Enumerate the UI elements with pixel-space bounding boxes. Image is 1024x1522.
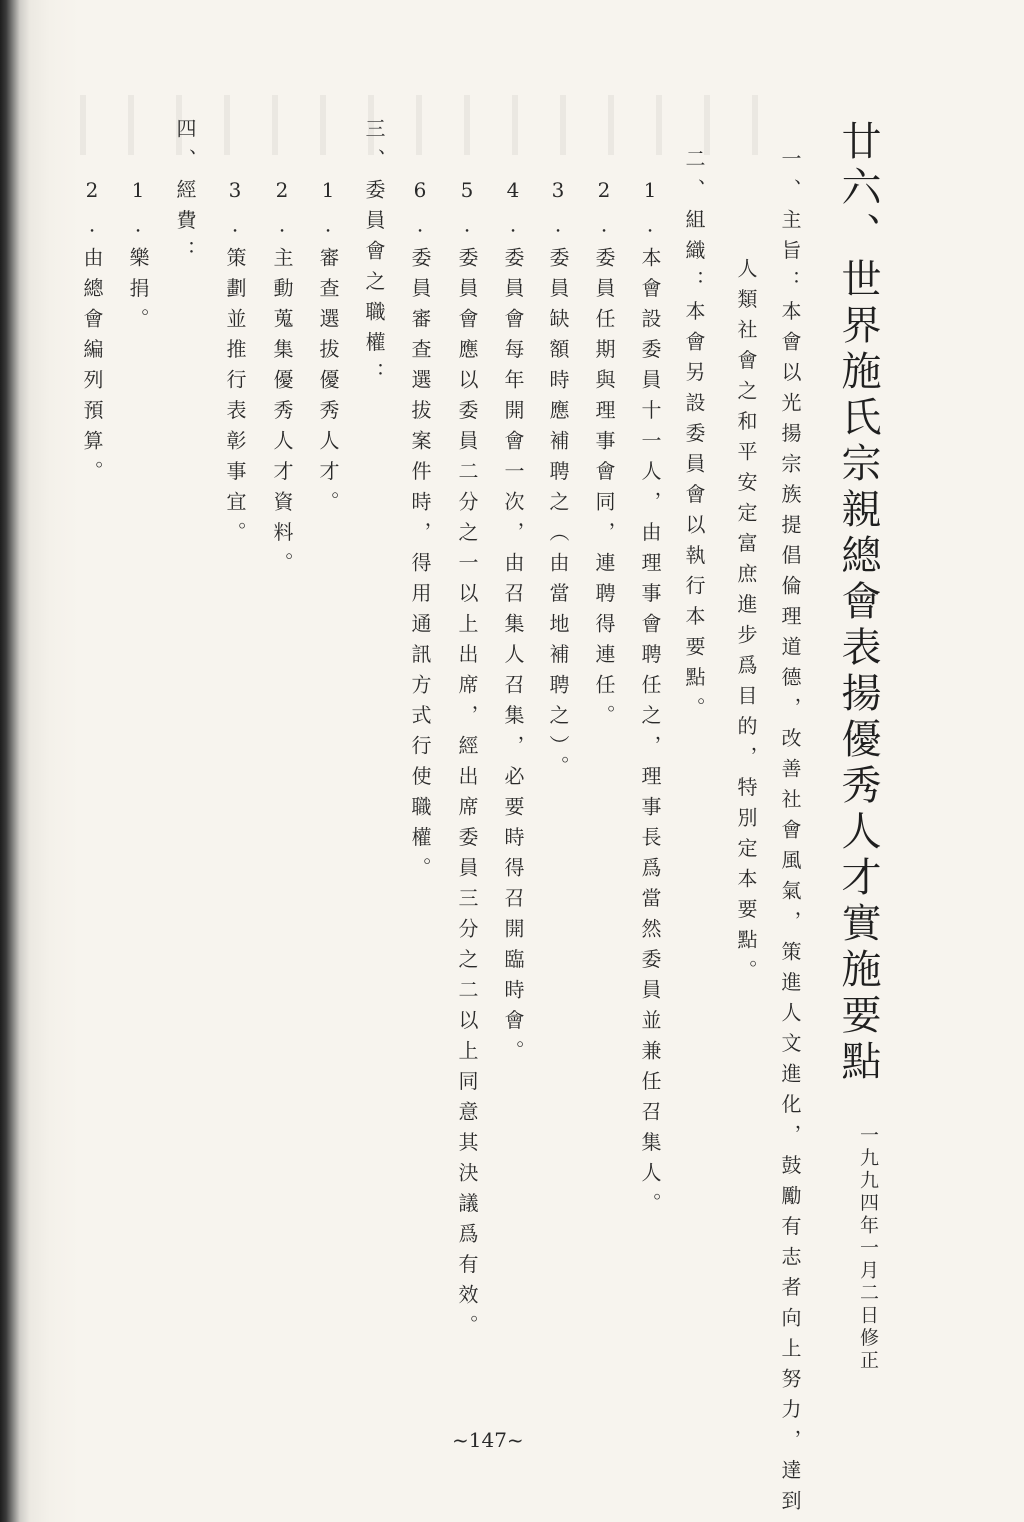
text-column-3: 二、組織：本會另設委員會以執行本要點。 — [682, 148, 706, 728]
text-column-14: 四、經費： — [173, 118, 197, 271]
document-title: 廿六、世界施氏宗親總會表揚優秀人才實施要點 — [835, 120, 881, 1086]
text-column-6: 3.委員缺額時應補聘之（由當地補聘之）。 — [546, 178, 570, 786]
text-column-5: 2.委員任期與理事會同，連聘得連任。 — [592, 178, 616, 735]
text-column-16: 2.由總會編列預算。 — [80, 178, 104, 491]
page-number: ~147~ — [452, 1428, 524, 1452]
text-column-4: 1.本會設委員十一人，由理事會聘任之，理事長爲當然委員並兼任召集人。 — [638, 178, 662, 1223]
text-column-13: 3.策劃並推行表彰事宜。 — [223, 178, 247, 552]
text-column-9: 6.委員審查選拔案件時，得用通訊方式行使職權。 — [408, 178, 432, 888]
revision-date: 一九九四年一月二日修正 — [857, 1125, 879, 1373]
text-column-7: 4.委員會每年開會一次，由召集人召集，必要時得召開臨時會。 — [501, 178, 525, 1071]
text-column-12: 2.主動蒐集優秀人才資料。 — [270, 178, 294, 583]
text-column-8: 5.委員會應以委員二分之一以上出席，經出席委員三分之二以上同意其決議爲有效。 — [455, 178, 479, 1345]
text-column-10: 三、委員會之職權： — [362, 118, 386, 393]
text-column-11: 1.審查選拔優秀人才。 — [316, 178, 340, 522]
text-column-1: 一、主旨：本會以光揚宗族提倡倫理道德，改善社會風氣，策進人文進化，鼓勵有志者向上努力，達到 — [778, 148, 802, 1521]
text-column-15: 1.樂捐。 — [126, 178, 150, 339]
text-column-2: 人類社會之和平安定富庶進步爲目的，特別定本要點。 — [734, 258, 758, 990]
